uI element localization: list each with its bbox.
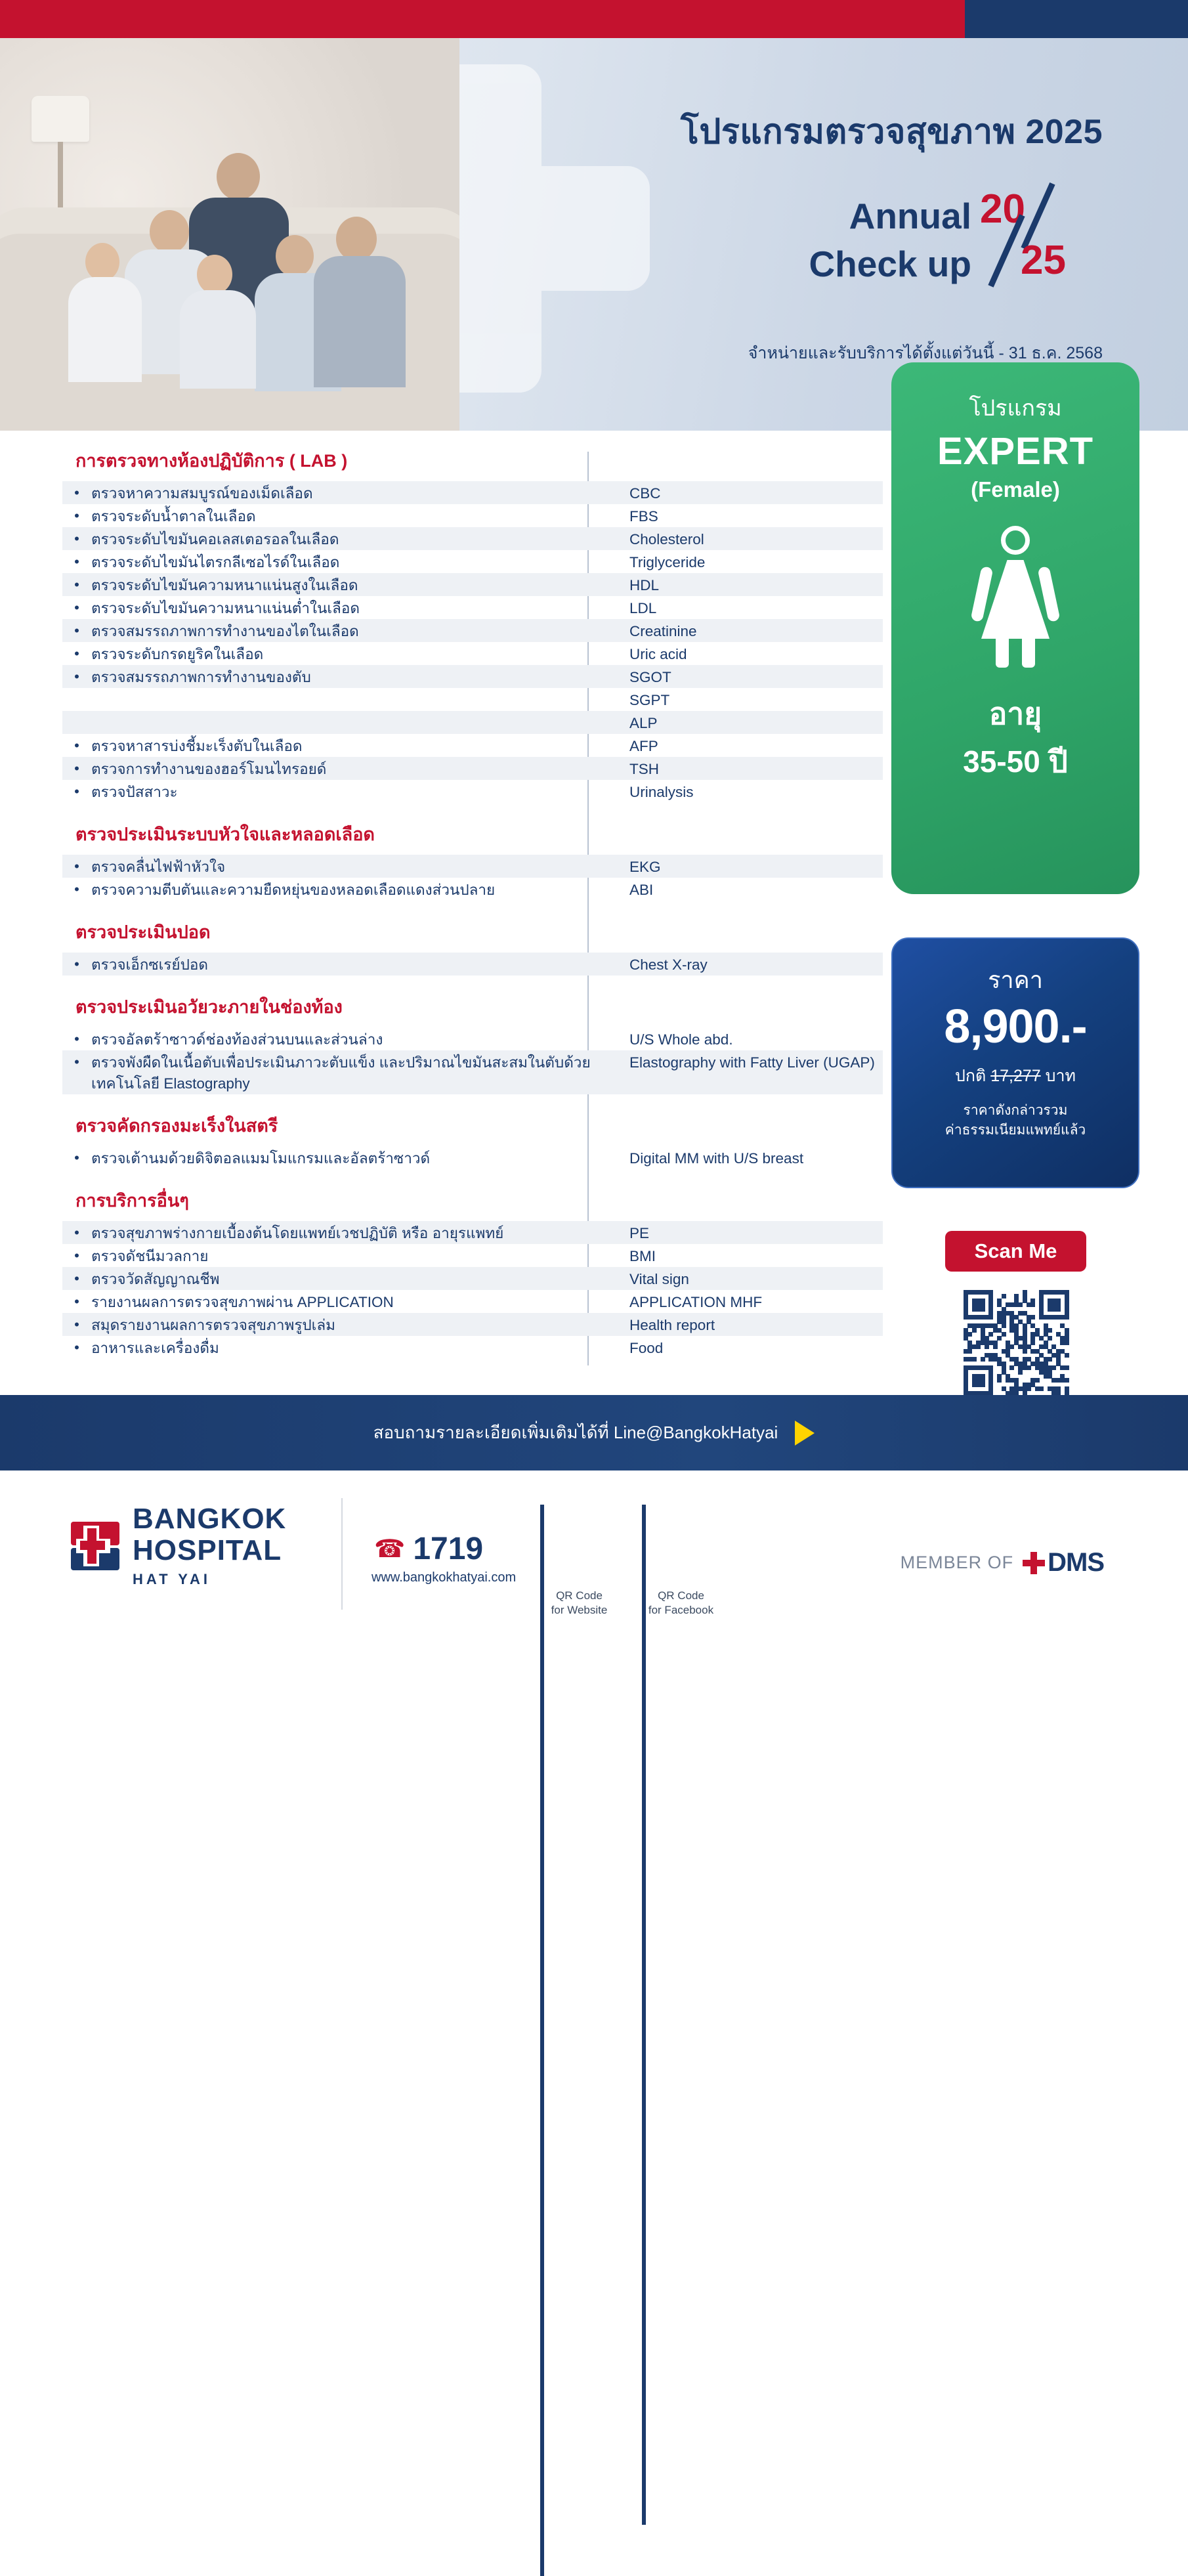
phone-icon: ☎ <box>374 1535 406 1563</box>
person-grandfather-body <box>314 256 406 387</box>
checkup-item-row <box>62 1050 883 1094</box>
person-child-1-body <box>68 277 142 382</box>
bullet-icon: • <box>74 1031 79 1047</box>
person-child-1-head <box>85 243 119 281</box>
checkup-item-thai: ตรวจหาความสมบูรณ์ของเม็ดเลือด <box>91 485 313 502</box>
bullet-icon: • <box>74 1054 79 1070</box>
qr-website-caption-line2: for Website <box>551 1604 608 1617</box>
hospital-logo-text <box>133 1503 286 1588</box>
checkup-item-english: APPLICATION MHF <box>629 1293 763 1310</box>
bangkok-hospital-cross-icon <box>71 1522 119 1570</box>
phone-number: 1719 <box>413 1532 484 1566</box>
checkup-item-english: FBS <box>629 508 658 525</box>
checkup-item-english: Urinalysis <box>629 784 694 800</box>
checkup-item-row <box>62 1146 883 1169</box>
female-icon-leg-left <box>996 636 1009 668</box>
checkup-item-english: Digital MM with U/S breast <box>629 1149 804 1167</box>
section-heading: การบริการอื่นๆ <box>75 1190 189 1211</box>
checkup-item-english: Health report <box>629 1316 715 1333</box>
bullet-icon: • <box>74 737 79 754</box>
footer <box>0 1470 1188 1681</box>
checkup-item-row <box>62 688 883 711</box>
bullet-icon: • <box>74 645 79 662</box>
checkup-item-row <box>62 757 883 780</box>
bullet-icon: • <box>74 599 79 616</box>
bdms-text: DMS <box>1048 1548 1104 1577</box>
checkup-item-english: LDL <box>629 600 657 616</box>
checkup-item-thai <box>91 688 610 690</box>
checkup-item-thai: อาหารและเครื่องดื่ม <box>91 1339 219 1356</box>
checkup-item-thai: ตรวจเต้านมด้วยดิจิตอลแมมโมแกรมและอัลตร้าซาวด์ <box>91 1149 431 1167</box>
bullet-icon: • <box>74 858 79 874</box>
checkup-item-english: ALP <box>629 715 658 731</box>
price-value: 8,900.- <box>944 1000 1087 1053</box>
checkup-item-row <box>62 734 883 757</box>
program-card <box>891 362 1139 894</box>
bullet-icon: • <box>74 881 79 897</box>
checkup-item-row <box>62 878 883 901</box>
checkup-item-english: EKG <box>629 859 661 875</box>
checkup-item-thai: ตรวจระดับไขมันคอเลสเตอรอลในเลือด <box>91 531 339 547</box>
hospital-logo <box>71 1503 286 1588</box>
program-card-name: EXPERT <box>937 430 1094 473</box>
section-heading: ตรวจคัดกรองมะเร็งในสตรี <box>75 1115 278 1136</box>
price-original-suffix: บาท <box>1045 1067 1076 1085</box>
person-father-head <box>217 153 260 200</box>
checkup-item-english: Creatinine <box>629 623 697 639</box>
bullet-icon: • <box>74 622 79 639</box>
checkup-item-row <box>62 1027 883 1050</box>
program-card-label: โปรแกรม <box>969 396 1062 421</box>
hero-subtitle: จำหน่ายและรับบริการได้ตั้งแต่วันนี้ - 31 ธ.ค. 2568 <box>748 344 1103 362</box>
checkup-item-thai: ตรวจสมรรถภาพการทำงานของตับ <box>91 669 311 685</box>
checkup-item-row <box>62 953 883 976</box>
checkup-item-thai: ตรวจระดับกรดยูริคในเลือด <box>91 646 264 662</box>
line-contact-text: สอบถามรายละเอียดเพิ่มเติมได้ที่ Line@BangkokHatyai <box>373 1423 778 1442</box>
checkup-item-thai: สมุดรายงานผลการตรวจสุขภาพรูปเล่ม <box>91 1316 335 1333</box>
page-title: โปรแกรมตรวจสุขภาพ 2025 <box>680 113 1103 151</box>
female-figure-icon <box>976 526 1055 664</box>
qr-facebook-caption <box>640 1589 722 1618</box>
checkup-item-row <box>62 573 883 596</box>
checkup-item-english: U/S Whole abd. <box>629 1031 733 1048</box>
checkup-item-thai: ตรวจพังผืดในเนื้อตับเพื่อประเมินภาวะตับแข็ง และปริมาณไขมันสะสมในตับด้วยเทคโนโลยี Elastography <box>91 1054 591 1092</box>
bullet-icon: • <box>74 760 79 777</box>
member-of-block <box>901 1548 1104 1578</box>
checkup-item-row <box>62 1221 883 1244</box>
checkup-item-row <box>62 481 883 504</box>
price-note-line1: ราคาดังกล่าวรวม <box>963 1103 1068 1118</box>
footer-divider <box>341 1498 343 1610</box>
checkup-item-thai: ตรวจเอ็กซเรย์ปอด <box>91 956 208 973</box>
checkup-item-english: ABI <box>629 882 654 898</box>
person-grandmother-head <box>276 235 314 277</box>
hero-annual-line2: Check up <box>809 243 971 284</box>
top-accent-bar <box>0 0 1188 38</box>
bullet-icon: • <box>74 956 79 972</box>
bdms-cross-h <box>1023 1560 1045 1566</box>
person-mother-head <box>150 210 189 253</box>
qr-facebook-code[interactable] <box>642 1505 721 1583</box>
checkup-item-thai: ตรวจสุขภาพร่างกายเบื้องต้นโดยแพทย์เวชปฏิบัติ หรือ อายุรแพทย์ <box>91 1224 504 1241</box>
qr-website-caption-line1: QR Code <box>556 1589 603 1602</box>
checkup-item-list <box>62 446 883 1359</box>
checkup-item-thai <box>91 711 610 713</box>
top-bar-navy <box>965 0 1188 38</box>
bullet-icon: • <box>74 576 79 593</box>
family-photo <box>0 38 459 431</box>
section-heading: การตรวจทางห้องปฏิบัติการ ( LAB ) <box>75 451 348 471</box>
bullet-icon: • <box>74 783 79 800</box>
checkup-item-thai: ตรวจการทำงานของฮอร์โมนไทรอยด์ <box>91 761 327 777</box>
qr-line-code[interactable] <box>964 1290 1069 1395</box>
checkup-item-row <box>62 1290 883 1313</box>
hero-year-20: 20 <box>980 186 1025 232</box>
bullet-icon: • <box>74 1270 79 1287</box>
bullet-icon: • <box>74 1247 79 1264</box>
checkup-item-row <box>62 550 883 573</box>
price-label: ราคา <box>988 966 1043 993</box>
checkup-item-row <box>62 596 883 619</box>
checkup-item-thai: ตรวจระดับไขมันไตรกลีเซอไรด์ในเลือด <box>91 554 340 570</box>
hospital-branch: HAT YAI <box>133 1571 211 1588</box>
checkup-item-thai: ตรวจวัดสัญญาณชีพ <box>91 1270 220 1287</box>
qr-website-block[interactable] <box>538 1505 620 1618</box>
checkup-item-english: CBC <box>629 485 661 502</box>
hero-year-logo <box>975 186 1116 291</box>
price-note <box>893 1101 1138 1141</box>
checkup-item-row <box>62 504 883 527</box>
price-card <box>891 937 1139 1188</box>
checkup-item-thai: ตรวจสมรรถภาพการทำงานของไตในเลือด <box>91 623 359 639</box>
price-original-value: 17,277 <box>990 1067 1041 1085</box>
checkup-item-english: Triglyceride <box>629 554 706 570</box>
lamp-icon <box>32 96 89 142</box>
checkup-item-row <box>62 1313 883 1336</box>
checkup-item-row <box>62 527 883 550</box>
logo-cross-inner-h <box>80 1541 105 1550</box>
top-bar-red <box>0 0 965 38</box>
female-icon-head <box>1001 526 1030 555</box>
qr-facebook-caption-line1: QR Code <box>658 1589 704 1602</box>
bdms-logo <box>1023 1548 1104 1578</box>
section-heading: ตรวจประเมินอวัยวะภายในช่องท้อง <box>75 997 343 1017</box>
bullet-icon: • <box>74 1339 79 1356</box>
checkup-item-thai: ตรวจดัชนีมวลกาย <box>91 1247 209 1264</box>
section-heading: ตรวจประเมินระบบหัวใจและหลอดเลือด <box>75 825 375 844</box>
bullet-icon: • <box>74 668 79 685</box>
hero-annual-text <box>809 192 971 288</box>
checkup-item-row <box>62 1336 883 1359</box>
website-url[interactable]: www.bangkokhatyai.com <box>371 1570 517 1585</box>
checkup-item-english: Cholesterol <box>629 531 704 547</box>
female-icon-leg-right <box>1022 636 1035 668</box>
qr-website-code[interactable] <box>540 1505 619 1583</box>
hospital-name-line1: BANGKOK <box>133 1503 287 1535</box>
bullet-icon: • <box>74 1149 79 1166</box>
checkup-item-thai: ตรวจอัลตร้าซาวด์ช่องท้องส่วนบนและส่วนล่าง <box>91 1031 383 1048</box>
scan-me-block <box>945 1231 1086 1272</box>
scan-me-button[interactable]: Scan Me <box>945 1231 1086 1272</box>
program-card-age-label: อายุ <box>988 697 1042 731</box>
checkup-item-thai: ตรวจความตีบตันและความยืดหยุ่นของหลอดเลือดแดงส่วนปลาย <box>91 882 496 898</box>
line-contact-band[interactable] <box>0 1395 1188 1470</box>
bullet-icon: • <box>74 507 79 524</box>
checkup-item-thai: ตรวจระดับน้ำตาลในเลือด <box>91 508 256 525</box>
checkup-item-english: Elastography with Fatty Liver (UGAP) <box>629 1054 875 1071</box>
bullet-icon: • <box>74 1293 79 1310</box>
bullet-icon: • <box>74 530 79 547</box>
qr-facebook-caption-line2: for Facebook <box>648 1604 714 1617</box>
checkup-item-english: SGOT <box>629 669 671 685</box>
checkup-item-row <box>62 780 883 803</box>
bullet-icon: • <box>74 1224 79 1241</box>
checkup-item-english: PE <box>629 1224 650 1241</box>
checkup-item-english: Food <box>629 1339 664 1356</box>
person-child-2-head <box>197 255 232 294</box>
checkup-item-row <box>62 711 883 734</box>
checkup-item-row <box>62 855 883 878</box>
checkup-item-english: TSH <box>629 761 659 777</box>
program-card-gender: (Female) <box>971 477 1060 502</box>
checkup-item-thai: ตรวจระดับไขมันความหนาแน่นสูงในเลือด <box>91 577 358 593</box>
price-original <box>893 1063 1138 1089</box>
hospital-name-line2: HOSPITAL <box>133 1534 282 1566</box>
bullet-icon: • <box>74 553 79 570</box>
checkup-item-english: AFP <box>629 738 658 754</box>
section-heading: ตรวจประเมินปอด <box>75 922 211 942</box>
checkup-item-english: Chest X-ray <box>629 956 708 973</box>
price-original-prefix: ปกติ <box>954 1067 986 1085</box>
checkup-item-thai: ตรวจระดับไขมันความหนาแน่นต่ำในเลือด <box>91 600 360 616</box>
play-triangle-icon[interactable] <box>795 1421 815 1446</box>
checkup-item-english: SGPT <box>629 692 670 708</box>
checkup-item-thai: รายงานผลการตรวจสุขภาพผ่าน APPLICATION <box>91 1293 394 1310</box>
program-card-age-range: 35-50 ปี <box>963 744 1068 779</box>
checkup-item-english: Uric acid <box>629 646 687 662</box>
checkup-item-english: HDL <box>629 577 660 593</box>
bdms-cross-icon <box>1023 1552 1045 1574</box>
hero-year-25: 25 <box>1021 238 1066 283</box>
hero-annual-line1: Annual <box>849 196 971 236</box>
checkup-item-thai: ตรวจหาสารบ่งชี้มะเร็งตับในเลือด <box>91 738 303 754</box>
qr-website-caption <box>538 1589 620 1618</box>
checkup-item-row <box>62 619 883 642</box>
checkup-item-thai: ตรวจคลื่นไฟฟ้าหัวใจ <box>91 859 226 875</box>
checkup-item-row <box>62 1244 883 1267</box>
person-child-2-body <box>180 290 256 389</box>
bullet-icon: • <box>74 484 79 501</box>
checkup-item-row <box>62 1267 883 1290</box>
price-note-line2: ค่าธรรมเนียมแพทย์แล้ว <box>944 1123 1086 1138</box>
person-grandfather-head <box>336 217 377 261</box>
qr-facebook-block[interactable] <box>640 1505 722 1618</box>
checkup-item-thai: ตรวจปัสสาวะ <box>91 784 178 800</box>
checkup-item-row <box>62 642 883 665</box>
checkup-item-row <box>62 665 883 688</box>
bullet-icon: • <box>74 1316 79 1333</box>
checkup-item-english: BMI <box>629 1247 656 1264</box>
checkup-item-english: Vital sign <box>629 1270 689 1287</box>
phone-block[interactable] <box>374 1531 483 1567</box>
member-of-label: MEMBER OF <box>900 1553 1014 1572</box>
